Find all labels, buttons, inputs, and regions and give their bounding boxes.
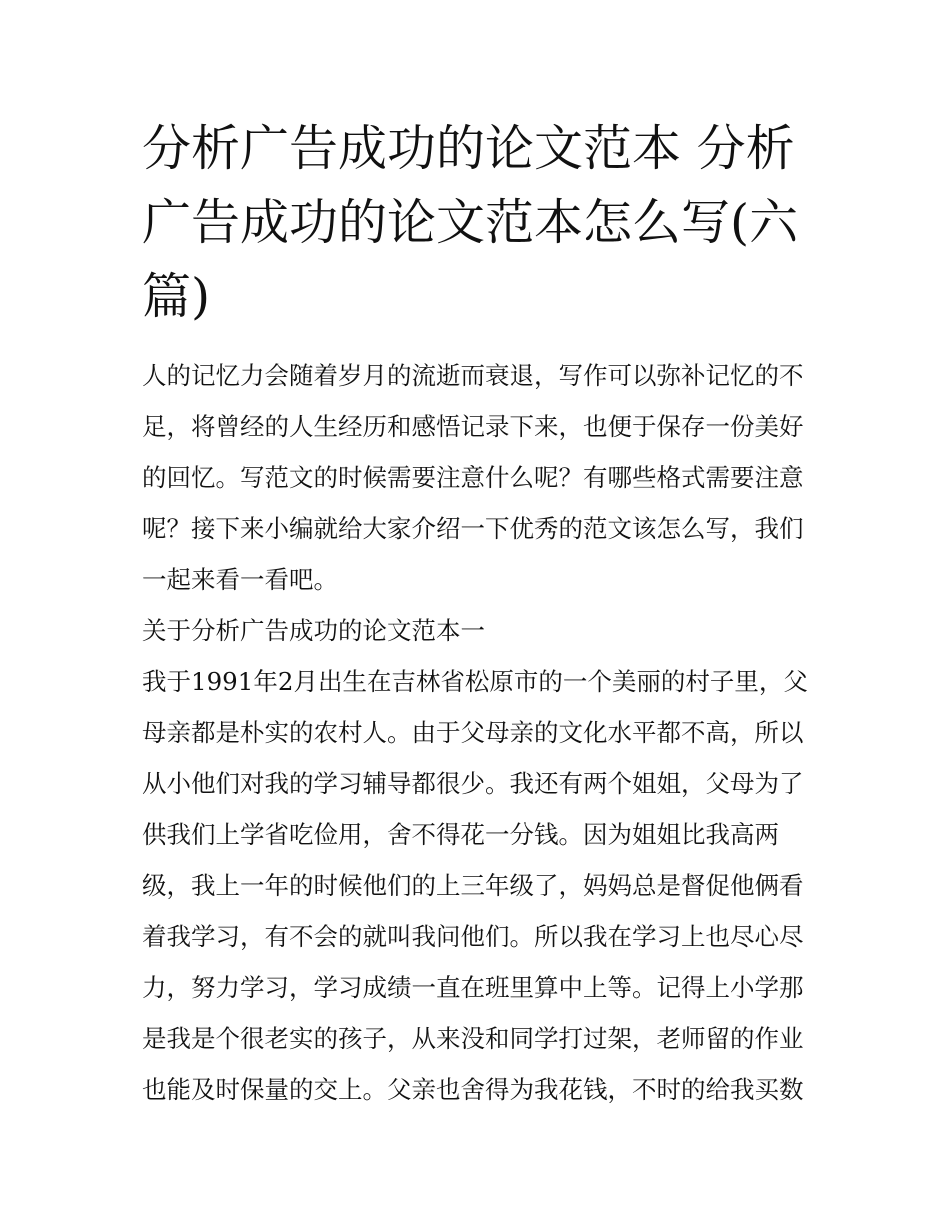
document-page [142,112,814,1115]
body-paragraph: 我于1991年2月出生在吉林省松原市的一个美丽的村子里，父母亲都是朴实的农村人。由于父母亲的文化水平都不高，所以从小他们对我的学习辅导都很少。我还有两个姐姐，父母为了供我们上学省吃俭用，舍不得花一分钱。因为姐姐比我高两级，我上一年的时候他们的上三年级了，妈妈总是督促他俩看着我学习，有不会的就叫我问他们。所以我在学习上也尽心尽力，努力学习，学习成绩一直在班里算中上等。记得上小学那是我是个很老实的孩子，从来没和同学打过架，老师留的作业也能及时保量的交上。父亲也舍得为我花钱，不时的给我买数 [142,667,808,1104]
document-title: 分析广告成功的论文范本 分析广告成功的论文范本怎么写(六篇) [142,120,799,325]
intro-paragraph: 人的记忆力会随着岁月的流逝而衰退，写作可以弥补记忆的不足，将曾经的人生经历和感悟记录下来，也便于保存一份美好的回忆。写范文的时候需要注意什么呢？有哪些格式需要注意呢？接下来小编就给大家介绍一下优秀的范文该怎么写，我们一起来看一看吧。 [142,361,804,594]
section-heading: 关于分析广告成功的论文范本一 [142,616,485,645]
